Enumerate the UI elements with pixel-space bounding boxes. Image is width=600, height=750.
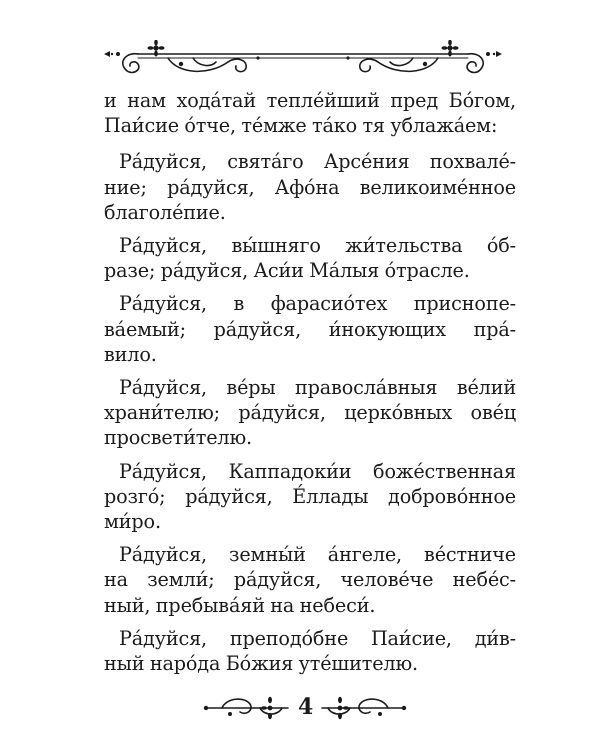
- stanza-paragraph: [104, 233, 516, 283]
- text-line: и нам хода́тай тепле́йший пред Бо́гом,: [104, 89, 516, 112]
- bottom-left-flourish-icon: [200, 692, 292, 722]
- text-line: просвети́телю.: [104, 426, 252, 450]
- stanza-paragraph: [104, 626, 516, 676]
- text-line: розго́; ра́дуйся, Е́ллады доброво́нное: [104, 484, 516, 508]
- stanza-paragraph: [104, 375, 516, 451]
- text-line: Ра́дуйся, в фарасио́тех приснопе-: [119, 292, 516, 316]
- text-line: Паи́сие о́тче, те́мже та́ко тя ублажа́ем:: [104, 114, 498, 138]
- text-line: Ра́дуйся, ве́ры правосла́вныя ве́лий: [119, 376, 516, 400]
- text-line: Ра́дуйся, свята́го Арсе́ния похвале́-: [119, 150, 516, 174]
- bottom-right-flourish-icon: [318, 692, 410, 722]
- stanza-paragraph: [104, 459, 516, 535]
- text-line: ный, пребыва́яй на небеси́.: [104, 593, 376, 617]
- text-line: разе; ра́дуйся, Аси́и Ма́лыя о́трасле.: [104, 259, 470, 283]
- text-line: ва́емый; ра́дуйся, и́нокующих пра́-: [104, 317, 516, 341]
- page-footer: [200, 692, 410, 724]
- text-line: Ра́дуйся, земны́й а́нгеле, ве́стниче: [119, 543, 516, 567]
- text-line: Ра́дуйся, преподо́бне Паи́сие, ди́в-: [119, 626, 516, 650]
- stanza-paragraph: [104, 149, 516, 225]
- text-line: на земли́; ра́дуйся, челове́че небе́с-: [104, 568, 516, 592]
- text-line: Ра́дуйся, Каппадоки́и боже́ственная: [119, 459, 516, 483]
- text-line: Ра́дуйся, вы́шняго жи́тельства о́б-: [119, 234, 516, 258]
- text-line: ный наро́да Бо́жия уте́шителю.: [104, 652, 418, 676]
- page-text: [104, 88, 516, 676]
- intro-paragraph: [104, 88, 516, 138]
- text-line: ние; ра́дуйся, Афо́на великоиме́нное: [104, 175, 516, 199]
- text-line: ми́ро.: [104, 510, 161, 534]
- top-flourish-icon: [98, 40, 508, 84]
- text-line: благоле́пие.: [104, 200, 226, 224]
- text-line: храни́телю; ра́дуйся, церко́вных ове́ц: [104, 401, 516, 425]
- page-number: 4: [298, 694, 314, 720]
- stanza-paragraph: [104, 542, 516, 618]
- stanza-paragraph: [104, 291, 516, 367]
- text-line: вило.: [104, 342, 157, 366]
